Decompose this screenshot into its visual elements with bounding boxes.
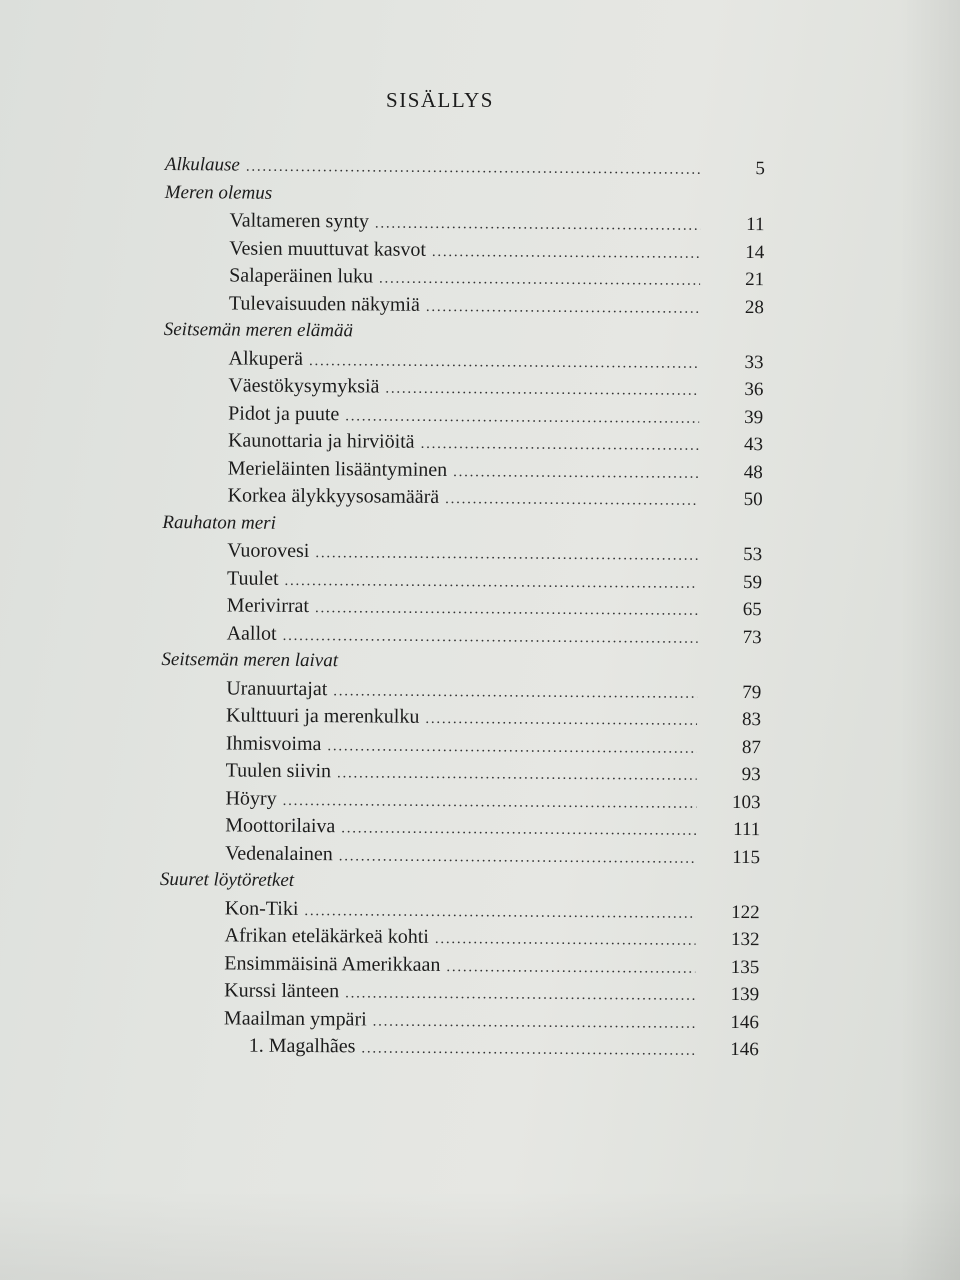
toc-entry bbox=[162, 539, 762, 571]
toc-entry-label: Vuorovesi bbox=[227, 539, 310, 563]
toc-entry bbox=[164, 291, 764, 323]
toc-entry-label: 1. Magalhães bbox=[248, 1034, 356, 1058]
toc-entry-label: Meren olemus bbox=[164, 181, 273, 204]
toc-page-number: 11 bbox=[746, 214, 765, 236]
toc-entry bbox=[160, 896, 760, 928]
toc-entry-label: Alkuperä bbox=[228, 346, 304, 370]
table-of-contents bbox=[159, 154, 765, 1066]
toc-entry bbox=[163, 484, 763, 516]
toc-section-heading bbox=[165, 154, 765, 186]
dot-leader bbox=[341, 820, 696, 839]
toc-page-number: 50 bbox=[743, 489, 763, 511]
toc-entry-label: Väestökysymyksiä bbox=[228, 374, 380, 398]
toc-entry-label: Seitsemän meren elämää bbox=[163, 318, 354, 342]
toc-page-number: 83 bbox=[741, 709, 762, 731]
toc-page-number: 135 bbox=[730, 956, 760, 978]
dot-leader bbox=[304, 902, 695, 922]
toc-entry bbox=[161, 676, 761, 708]
dot-leader bbox=[385, 381, 699, 400]
toc-entry bbox=[164, 236, 764, 268]
toc-entry bbox=[162, 594, 762, 626]
toc-entry-label: Maailman ympäri bbox=[223, 1006, 367, 1030]
dot-leader bbox=[337, 765, 697, 785]
toc-section-heading bbox=[162, 511, 762, 543]
toc-entry-label: Kurssi länteen bbox=[224, 979, 340, 1003]
toc-page-number: 39 bbox=[744, 406, 764, 428]
dot-leader bbox=[327, 738, 697, 758]
toc-entry-label: Ensimmäisinä Amerikkaan bbox=[224, 951, 441, 976]
toc-entry bbox=[163, 401, 763, 433]
toc-entry-label: Merivirrat bbox=[226, 594, 310, 618]
toc-page-number: 103 bbox=[731, 791, 761, 813]
page-bottom-shade bbox=[0, 1190, 960, 1280]
toc-page-number: 53 bbox=[743, 544, 763, 566]
toc-entry-label: Suuret löytöretket bbox=[159, 868, 295, 891]
toc-page-number: 5 bbox=[755, 158, 765, 180]
toc-entry bbox=[163, 346, 763, 378]
dot-leader bbox=[345, 408, 699, 427]
toc-entry-label: Rauhaton meri bbox=[162, 511, 276, 534]
page-edge-shade bbox=[900, 0, 960, 1280]
dot-leader bbox=[315, 545, 698, 565]
toc-page-number: 132 bbox=[730, 928, 760, 951]
dot-leader bbox=[333, 683, 697, 703]
dot-leader bbox=[426, 298, 700, 317]
dot-leader bbox=[309, 353, 700, 373]
toc-entry bbox=[162, 621, 762, 653]
toc-page-number: 139 bbox=[730, 983, 760, 1006]
toc-entry-label: Vesien muuttuvat kasvot bbox=[229, 236, 427, 261]
dot-leader bbox=[432, 243, 700, 262]
toc-entry-label: Kon-Tiki bbox=[224, 896, 299, 920]
toc-page-number: 28 bbox=[744, 296, 765, 318]
toc-entry-label: Tulevaisuuden näkymiä bbox=[228, 291, 420, 316]
dot-leader bbox=[375, 215, 701, 234]
toc-entry-label: Pidot ja puute bbox=[228, 401, 340, 425]
dot-leader bbox=[445, 491, 699, 510]
toc-entry bbox=[159, 1006, 759, 1038]
dot-leader bbox=[345, 985, 695, 1004]
toc-section-heading bbox=[165, 181, 765, 213]
toc-entry-label: Valtameren synty bbox=[229, 209, 370, 233]
toc-entry bbox=[163, 429, 763, 461]
toc-entry-label: Kaunottaria ja hirviöitä bbox=[227, 429, 415, 453]
toc-entry-label: Uranuurtajat bbox=[226, 676, 328, 700]
toc-page-number: 43 bbox=[743, 434, 764, 456]
toc-entry-label: Alkulause bbox=[164, 154, 240, 176]
toc-entry-label: Vedenalainen bbox=[225, 841, 333, 865]
toc-page-number: 115 bbox=[732, 846, 761, 868]
toc-entry bbox=[160, 814, 760, 846]
toc-entry-label: Merieläinten lisääntyminen bbox=[227, 456, 448, 481]
toc-page-number: 65 bbox=[742, 599, 762, 621]
toc-entry-label: Moottorilaiva bbox=[225, 814, 336, 838]
toc-entry-label: Kulttuuri ja merenkulku bbox=[226, 704, 420, 728]
toc-page-number: 33 bbox=[744, 351, 764, 373]
dot-leader bbox=[446, 958, 695, 977]
toc-entry bbox=[161, 731, 761, 763]
toc-entry bbox=[163, 374, 763, 406]
dot-leader bbox=[373, 1013, 695, 1032]
dot-leader bbox=[379, 270, 700, 289]
toc-entry bbox=[161, 704, 761, 736]
toc-entry-label: Korkea älykkyysosamäärä bbox=[227, 484, 440, 508]
toc-page-number: 21 bbox=[745, 269, 765, 291]
toc-entry bbox=[159, 951, 759, 983]
toc-page-number: 146 bbox=[730, 1011, 760, 1033]
toc-entry-label: Ihmisvoima bbox=[225, 731, 322, 755]
toc-page-number: 146 bbox=[730, 1038, 759, 1061]
dot-leader bbox=[421, 436, 700, 455]
toc-entry-label: Aallot bbox=[226, 621, 277, 645]
dot-leader bbox=[283, 627, 698, 647]
dot-leader bbox=[435, 931, 696, 950]
toc-entry-label: Höyry bbox=[225, 786, 277, 810]
dot-leader bbox=[283, 792, 697, 812]
dot-leader bbox=[453, 464, 699, 483]
toc-entry-label: Tuulen siivin bbox=[225, 759, 332, 783]
toc-entry-label: Salaperäinen luku bbox=[229, 264, 374, 288]
toc-entry bbox=[160, 786, 760, 818]
toc-entry bbox=[159, 979, 759, 1011]
toc-page-number: 36 bbox=[744, 379, 764, 401]
toc-entry bbox=[159, 1034, 759, 1066]
toc-page-number: 111 bbox=[733, 818, 761, 841]
toc-section-heading bbox=[160, 869, 760, 901]
toc-page-number: 14 bbox=[745, 241, 765, 263]
toc-page-number: 87 bbox=[741, 736, 761, 758]
toc-entry bbox=[162, 566, 762, 598]
toc-page-number: 93 bbox=[741, 764, 761, 786]
toc-entry-label: Seitsemän meren laivat bbox=[161, 648, 339, 672]
toc-entry bbox=[161, 759, 761, 791]
toc-page-number: 122 bbox=[731, 901, 760, 923]
toc-entry-label: Tuulet bbox=[226, 566, 279, 590]
toc-entry bbox=[160, 841, 760, 873]
toc-section-heading bbox=[161, 649, 761, 681]
dot-leader bbox=[246, 159, 701, 179]
dot-leader bbox=[425, 711, 697, 730]
toc-entry bbox=[164, 209, 764, 241]
toc-entry bbox=[159, 924, 759, 956]
toc-entry bbox=[164, 264, 764, 296]
dot-leader bbox=[339, 848, 696, 867]
dot-leader bbox=[361, 1040, 694, 1059]
dot-leader bbox=[315, 600, 698, 620]
toc-section-heading bbox=[164, 319, 764, 351]
page-title: SISÄLLYS bbox=[386, 88, 494, 112]
toc-page-number: 59 bbox=[742, 571, 763, 593]
toc-page-number: 73 bbox=[742, 626, 762, 648]
toc-page-number: 48 bbox=[743, 461, 763, 483]
toc-entry bbox=[163, 456, 763, 488]
dot-leader bbox=[284, 572, 698, 592]
toc-entry-label: Afrikan eteläkärkeä kohti bbox=[224, 924, 429, 948]
toc-page-number: 79 bbox=[742, 681, 762, 703]
